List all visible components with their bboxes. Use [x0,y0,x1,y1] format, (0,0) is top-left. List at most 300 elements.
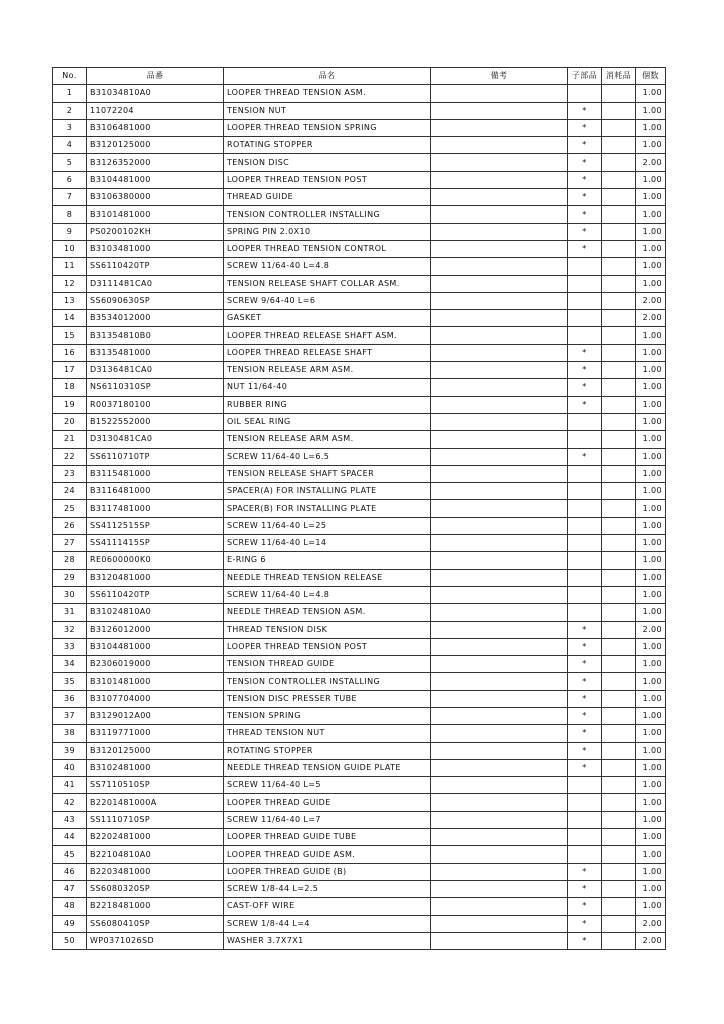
cell-consumable [602,535,636,552]
header-quantity: 個数 [636,68,666,85]
cell-no: 18 [53,379,87,396]
cell-consumable [602,310,636,327]
cell-consumable [602,569,636,586]
cell-part-number: B3115481000 [87,465,224,482]
table-row [53,552,666,569]
cell-part-name: TENSION RELEASE ARM ASM. [224,431,431,448]
cell-part-name: TENSION CONTROLLER INSTALLING [224,206,431,223]
cell-part-number: B3102481000 [87,759,224,776]
cell-quantity: 1.00 [636,137,666,154]
cell-quantity: 1.00 [636,171,666,188]
cell-consumable [602,915,636,932]
cell-remarks [431,85,568,102]
cell-part-name: LOOPER THREAD GUIDE (B) [224,863,431,880]
cell-remarks [431,137,568,154]
cell-sub-part: * [568,154,602,171]
cell-no: 5 [53,154,87,171]
cell-remarks [431,690,568,707]
cell-consumable [602,258,636,275]
cell-part-name: TENSION CONTROLLER INSTALLING [224,673,431,690]
cell-part-number: SS6080410SP [87,915,224,932]
cell-consumable [602,137,636,154]
cell-part-name: SCREW 1/8-44 L=4 [224,915,431,932]
cell-quantity: 1.00 [636,811,666,828]
cell-part-name: SCREW 11/64-40 L=25 [224,517,431,534]
cell-consumable [602,742,636,759]
cell-no: 29 [53,569,87,586]
cell-no: 24 [53,483,87,500]
cell-consumable [602,189,636,206]
cell-consumable [602,932,636,949]
cell-no: 19 [53,396,87,413]
cell-part-name: LOOPER THREAD GUIDE TUBE [224,829,431,846]
cell-part-number: B3120481000 [87,569,224,586]
cell-sub-part: * [568,915,602,932]
cell-no: 12 [53,275,87,292]
cell-remarks [431,344,568,361]
cell-part-number: B2306019000 [87,656,224,673]
cell-part-name: TENSION DISC PRESSER TUBE [224,690,431,707]
cell-consumable [602,379,636,396]
cell-no: 27 [53,535,87,552]
table-row [53,517,666,534]
table-row [53,500,666,517]
cell-no: 37 [53,707,87,724]
table-row [53,327,666,344]
table-row [53,707,666,724]
table-row [53,396,666,413]
cell-no: 50 [53,932,87,949]
cell-no: 14 [53,310,87,327]
table-row [53,759,666,776]
cell-no: 32 [53,621,87,638]
cell-part-number: R0037180100 [87,396,224,413]
table-row [53,379,666,396]
cell-consumable [602,517,636,534]
cell-remarks [431,742,568,759]
cell-quantity: 1.00 [636,586,666,603]
cell-sub-part [568,465,602,482]
cell-sub-part: * [568,621,602,638]
cell-part-number: SS4112515SP [87,517,224,534]
cell-no: 40 [53,759,87,776]
cell-part-number: SS6110420TP [87,258,224,275]
cell-consumable [602,154,636,171]
table-row [53,880,666,897]
cell-quantity: 1.00 [636,379,666,396]
cell-part-number: D3111481CA0 [87,275,224,292]
cell-part-name: THREAD TENSION DISK [224,621,431,638]
cell-part-number: 11072204 [87,102,224,119]
cell-remarks [431,362,568,379]
cell-sub-part [568,552,602,569]
cell-remarks [431,119,568,136]
cell-part-name: SCREW 11/64-40 L=5 [224,777,431,794]
cell-part-name: TENSION SPRING [224,707,431,724]
table-row [53,811,666,828]
header-part-number: 品番 [87,68,224,85]
cell-remarks [431,829,568,846]
cell-remarks [431,171,568,188]
cell-part-number: B3126352000 [87,154,224,171]
cell-sub-part: * [568,742,602,759]
cell-part-name: SPRING PIN 2.0X10 [224,223,431,240]
cell-quantity: 1.00 [636,362,666,379]
cell-part-name: ROTATING STOPPER [224,742,431,759]
cell-consumable [602,119,636,136]
cell-sub-part: * [568,362,602,379]
cell-no: 43 [53,811,87,828]
cell-no: 38 [53,725,87,742]
header-no: No. [53,68,87,85]
cell-quantity: 1.00 [636,794,666,811]
cell-remarks [431,794,568,811]
cell-no: 28 [53,552,87,569]
cell-consumable [602,431,636,448]
cell-remarks [431,552,568,569]
cell-consumable [602,880,636,897]
cell-part-name: GASKET [224,310,431,327]
cell-no: 47 [53,880,87,897]
table-row [53,448,666,465]
table-row [53,829,666,846]
table-row [53,431,666,448]
cell-part-number: B3103481000 [87,240,224,257]
cell-part-number: B2201481000A [87,794,224,811]
cell-part-number: B2218481000 [87,898,224,915]
cell-no: 13 [53,292,87,309]
cell-sub-part [568,535,602,552]
cell-remarks [431,846,568,863]
cell-part-name: LOOPER THREAD RELEASE SHAFT ASM. [224,327,431,344]
cell-part-name: E-RING 6 [224,552,431,569]
cell-no: 7 [53,189,87,206]
table-row [53,742,666,759]
cell-part-number: D3136481CA0 [87,362,224,379]
cell-part-number: B3135481000 [87,344,224,361]
cell-part-name: OIL SEAL RING [224,413,431,430]
cell-part-number: B31024810A0 [87,604,224,621]
cell-part-number: B3126012000 [87,621,224,638]
header-consumable: 消耗品 [602,68,636,85]
cell-quantity: 1.00 [636,240,666,257]
cell-quantity: 1.00 [636,102,666,119]
cell-no: 17 [53,362,87,379]
cell-part-name: THREAD GUIDE [224,189,431,206]
cell-remarks [431,777,568,794]
cell-quantity: 1.00 [636,690,666,707]
cell-part-name: LOOPER THREAD GUIDE [224,794,431,811]
cell-quantity: 1.00 [636,500,666,517]
cell-part-number: SS6110420TP [87,586,224,603]
cell-sub-part: * [568,707,602,724]
cell-part-number: B3120125000 [87,742,224,759]
cell-quantity: 1.00 [636,119,666,136]
table-row [53,586,666,603]
cell-consumable [602,604,636,621]
cell-remarks [431,396,568,413]
table-row [53,275,666,292]
cell-part-name: LOOPER THREAD GUIDE ASM. [224,846,431,863]
cell-part-name: LOOPER THREAD RELEASE SHAFT [224,344,431,361]
cell-sub-part [568,483,602,500]
table-row [53,915,666,932]
cell-quantity: 1.00 [636,673,666,690]
cell-part-name: SCREW 11/64-40 L=7 [224,811,431,828]
cell-part-number: B3107704000 [87,690,224,707]
cell-consumable [602,863,636,880]
table-row [53,258,666,275]
cell-quantity: 1.00 [636,725,666,742]
cell-part-number: B3117481000 [87,500,224,517]
cell-consumable [602,240,636,257]
cell-consumable [602,344,636,361]
cell-part-number: B2202481000 [87,829,224,846]
cell-quantity: 1.00 [636,517,666,534]
cell-no: 42 [53,794,87,811]
cell-remarks [431,604,568,621]
cell-consumable [602,621,636,638]
cell-part-name: LOOPER THREAD TENSION ASM. [224,85,431,102]
cell-no: 9 [53,223,87,240]
table-row [53,223,666,240]
cell-part-name: SPACER(A) FOR INSTALLING PLATE [224,483,431,500]
cell-remarks [431,413,568,430]
cell-remarks [431,898,568,915]
cell-no: 21 [53,431,87,448]
cell-sub-part [568,846,602,863]
cell-quantity: 1.00 [636,846,666,863]
cell-remarks [431,915,568,932]
cell-no: 20 [53,413,87,430]
cell-part-name: SCREW 1/8-44 L=2.5 [224,880,431,897]
table-row [53,898,666,915]
table-row [53,465,666,482]
cell-sub-part [568,275,602,292]
cell-part-name: NEEDLE THREAD TENSION GUIDE PLATE [224,759,431,776]
cell-sub-part [568,517,602,534]
cell-part-number: B3116481000 [87,483,224,500]
cell-part-number: B31354810B0 [87,327,224,344]
cell-quantity: 1.00 [636,465,666,482]
cell-quantity: 1.00 [636,656,666,673]
cell-remarks [431,206,568,223]
cell-remarks [431,240,568,257]
cell-quantity: 2.00 [636,932,666,949]
cell-remarks [431,327,568,344]
cell-remarks [431,863,568,880]
cell-part-name: TENSION NUT [224,102,431,119]
header-remarks: 備考 [431,68,568,85]
cell-no: 39 [53,742,87,759]
cell-consumable [602,171,636,188]
cell-remarks [431,759,568,776]
cell-consumable [602,759,636,776]
table-row [53,777,666,794]
cell-part-number: B3129012A00 [87,707,224,724]
cell-no: 26 [53,517,87,534]
cell-quantity: 1.00 [636,275,666,292]
cell-remarks [431,638,568,655]
cell-quantity: 1.00 [636,569,666,586]
cell-sub-part: * [568,656,602,673]
cell-part-name: ROTATING STOPPER [224,137,431,154]
table-row [53,638,666,655]
cell-sub-part: * [568,223,602,240]
cell-no: 25 [53,500,87,517]
cell-consumable [602,673,636,690]
cell-consumable [602,448,636,465]
cell-part-number: B3120125000 [87,137,224,154]
cell-sub-part: * [568,171,602,188]
cell-quantity: 2.00 [636,310,666,327]
cell-quantity: 1.00 [636,448,666,465]
cell-quantity: 1.00 [636,327,666,344]
cell-remarks [431,517,568,534]
cell-part-name: THREAD TENSION NUT [224,725,431,742]
cell-sub-part [568,829,602,846]
cell-consumable [602,898,636,915]
cell-remarks [431,292,568,309]
table-row [53,863,666,880]
cell-remarks [431,500,568,517]
cell-part-number: B22104810A0 [87,846,224,863]
cell-sub-part: * [568,759,602,776]
parts-list-table [52,67,666,950]
cell-sub-part: * [568,344,602,361]
cell-sub-part: * [568,725,602,742]
cell-sub-part [568,258,602,275]
cell-part-number: SS4111415SP [87,535,224,552]
table-row [53,621,666,638]
cell-no: 4 [53,137,87,154]
cell-sub-part: * [568,137,602,154]
cell-consumable [602,811,636,828]
table-row [53,171,666,188]
cell-remarks [431,223,568,240]
cell-no: 22 [53,448,87,465]
cell-part-number: B3101481000 [87,206,224,223]
cell-quantity: 1.00 [636,742,666,759]
cell-quantity: 1.00 [636,759,666,776]
cell-part-name: LOOPER THREAD TENSION POST [224,171,431,188]
table-row [53,725,666,742]
table-row [53,154,666,171]
cell-remarks [431,483,568,500]
cell-sub-part [568,777,602,794]
table-row [53,604,666,621]
header-sub-part: 子部品 [568,68,602,85]
cell-remarks [431,154,568,171]
cell-part-number: SS6110710TP [87,448,224,465]
cell-part-name: TENSION RELEASE ARM ASM. [224,362,431,379]
cell-consumable [602,707,636,724]
cell-no: 31 [53,604,87,621]
cell-consumable [602,465,636,482]
cell-quantity: 1.00 [636,431,666,448]
cell-quantity: 1.00 [636,863,666,880]
table-row [53,690,666,707]
cell-part-name: LOOPER THREAD TENSION POST [224,638,431,655]
cell-remarks [431,431,568,448]
cell-quantity: 1.00 [636,396,666,413]
cell-remarks [431,379,568,396]
cell-quantity: 2.00 [636,915,666,932]
cell-remarks [431,725,568,742]
cell-part-name: NEEDLE THREAD TENSION ASM. [224,604,431,621]
cell-remarks [431,880,568,897]
cell-quantity: 2.00 [636,292,666,309]
table-row [53,932,666,949]
cell-consumable [602,777,636,794]
table-row [53,569,666,586]
table-row [53,119,666,136]
table-row [53,310,666,327]
table-row [53,206,666,223]
cell-part-number: WP0371026SD [87,932,224,949]
table-row [53,656,666,673]
cell-quantity: 1.00 [636,707,666,724]
cell-sub-part [568,310,602,327]
cell-sub-part [568,292,602,309]
cell-no: 44 [53,829,87,846]
cell-sub-part [568,604,602,621]
cell-remarks [431,448,568,465]
cell-sub-part: * [568,379,602,396]
cell-part-number: B31034810A0 [87,85,224,102]
table-row [53,846,666,863]
cell-consumable [602,829,636,846]
cell-quantity: 1.00 [636,85,666,102]
cell-remarks [431,707,568,724]
cell-remarks [431,102,568,119]
cell-consumable [602,413,636,430]
cell-no: 1 [53,85,87,102]
cell-no: 3 [53,119,87,136]
cell-consumable [602,327,636,344]
cell-sub-part: * [568,880,602,897]
cell-remarks [431,189,568,206]
cell-quantity: 1.00 [636,898,666,915]
cell-part-number: B3104481000 [87,638,224,655]
cell-part-name: SPACER(B) FOR INSTALLING PLATE [224,500,431,517]
cell-sub-part: * [568,102,602,119]
cell-no: 48 [53,898,87,915]
cell-part-number: SS7110510SP [87,777,224,794]
cell-consumable [602,396,636,413]
cell-sub-part: * [568,396,602,413]
cell-part-name: WASHER 3.7X7X1 [224,932,431,949]
header-row [53,68,666,85]
cell-quantity: 1.00 [636,638,666,655]
cell-part-number: SS1110710SP [87,811,224,828]
table-row [53,292,666,309]
cell-part-number: B2203481000 [87,863,224,880]
cell-quantity: 1.00 [636,258,666,275]
cell-consumable [602,102,636,119]
cell-consumable [602,552,636,569]
cell-sub-part [568,569,602,586]
cell-quantity: 1.00 [636,189,666,206]
cell-part-number: B3106481000 [87,119,224,136]
cell-part-number: RE0600000K0 [87,552,224,569]
cell-consumable [602,725,636,742]
cell-quantity: 1.00 [636,483,666,500]
cell-no: 16 [53,344,87,361]
cell-part-name: SCREW 11/64-40 L=4.8 [224,258,431,275]
cell-quantity: 1.00 [636,829,666,846]
cell-consumable [602,794,636,811]
